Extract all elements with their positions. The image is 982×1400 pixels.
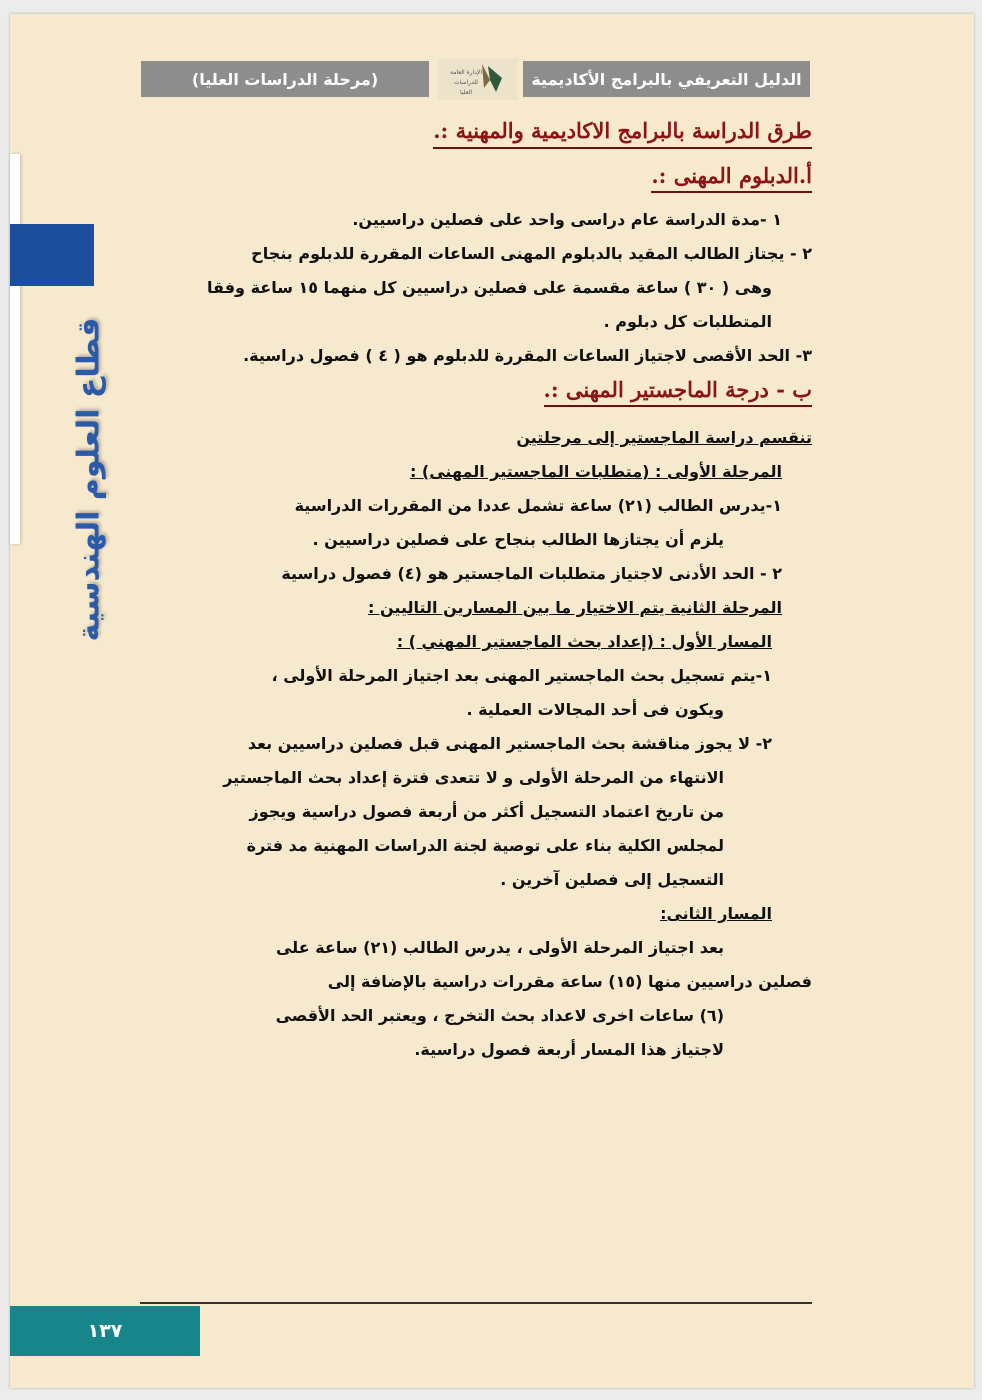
list-item: ويكون فى أحد المجالات العملية . xyxy=(466,700,724,719)
header-stage-label: (مرحلة الدراسات العليا) xyxy=(141,61,429,97)
track2-title: المسار الثانى: xyxy=(660,904,772,923)
section-a-list xyxy=(140,203,812,373)
phase2-title: المرحلة الثانية يتم الاختيار ما بين المسارين التاليين : xyxy=(368,598,782,617)
postgraduate-logo xyxy=(438,58,518,100)
svg-text:للدراسات: للدراسات xyxy=(453,79,479,86)
page-content xyxy=(140,114,812,1067)
list-item: وهى ( ٣٠ ) ساعة مقسمة على فصلين دراسيين كل منهما ١٥ ساعة وفقا xyxy=(207,278,772,297)
list-item: التسجيل إلى فصلين آخرين . xyxy=(500,870,724,889)
list-item: من تاريخ اعتماد التسجيل أكثر من أربعة فصول دراسية ويجوز xyxy=(249,802,724,821)
section-b-intro: تنقسم دراسة الماجستير إلى مرحلتين xyxy=(516,428,812,447)
list-item: يلزم أن يجتازها الطالب بنجاح على فصلين دراسيين . xyxy=(312,530,724,549)
page-number: ١٣٧ xyxy=(10,1306,200,1356)
footer-divider xyxy=(140,1302,812,1304)
svg-text:الإدارة العامة: الإدارة العامة xyxy=(449,69,483,76)
section-b-body xyxy=(140,421,812,1067)
phase1-title: المرحلة الأولى : (متطلبات الماجستير المهنى) : xyxy=(409,462,782,481)
list-item: المتطلبات كل دبلوم . xyxy=(603,312,772,331)
list-item: ٢ - يجتاز الطالب المقيد بالدبلوم المهنى الساعات المقررة للدبلوم بنجاح xyxy=(251,244,812,263)
list-item: (٦) ساعات اخرى لاعداد بحث التخرج ، ويعتبر الحد الأقصى xyxy=(275,1006,724,1025)
section-a-heading: أ.الدبلوم المهنى :. xyxy=(651,163,812,193)
section-b-heading: ب - درجة الماجستير المهنى :. xyxy=(544,377,812,407)
side-color-block xyxy=(10,224,94,286)
svg-text:العليا: العليا xyxy=(459,89,473,96)
list-item: ١-يتم تسجيل بحث الماجستير المهنى بعد اجتياز المرحلة الأولى ، xyxy=(271,666,772,685)
header-guide-title: الدليل التعريفي بالبرامج الأكاديمية xyxy=(523,61,810,97)
list-item: فصلين دراسيين منها (١٥) ساعة مقررات دراسية بالإضافة إلى xyxy=(327,972,812,991)
list-item: ١ -مدة الدراسة عام دراسى واحد على فصلين دراسيين. xyxy=(352,210,782,229)
list-item: ٢- لا يجوز مناقشة بحث الماجستير المهنى قبل فصلين دراسيين بعد xyxy=(247,734,772,753)
list-item: لاجتياز هذا المسار أربعة فصول دراسية. xyxy=(414,1040,724,1059)
list-item: ٣- الحد الأقصى لاجتياز الساعات المقررة للدبلوم هو ( ٤ ) فصول دراسية. xyxy=(243,346,812,365)
page-edge-tab xyxy=(10,154,20,544)
sector-title-text: قطاع العلوم الهندسية xyxy=(71,317,107,641)
list-item: لمجلس الكلية بناء على توصية لجنة الدراسات المهنية مد فترة xyxy=(246,836,724,855)
list-item: ٢ - الحد الأدنى لاجتياز متطلبات الماجستير هو (٤) فصول دراسية xyxy=(281,564,782,583)
track1-title: المسار الأول : (إعداد بحث الماجستير المهني ) : xyxy=(396,632,772,651)
list-item: الانتهاء من المرحلة الأولى و لا تتعدى فترة إعداد بحث الماجستير xyxy=(223,768,724,787)
page-title: طرق الدراسة بالبرامج الاكاديمية والمهنية :. xyxy=(433,118,812,149)
sector-vertical-title xyxy=(44,314,134,644)
document-page xyxy=(10,14,974,1388)
list-item: بعد اجتياز المرحلة الأولى ، يدرس الطالب (٢١) ساعة على xyxy=(275,938,724,957)
list-item: ١-يدرس الطالب (٢١) ساعة تشمل عددا من المقررات الدراسية xyxy=(294,496,782,515)
